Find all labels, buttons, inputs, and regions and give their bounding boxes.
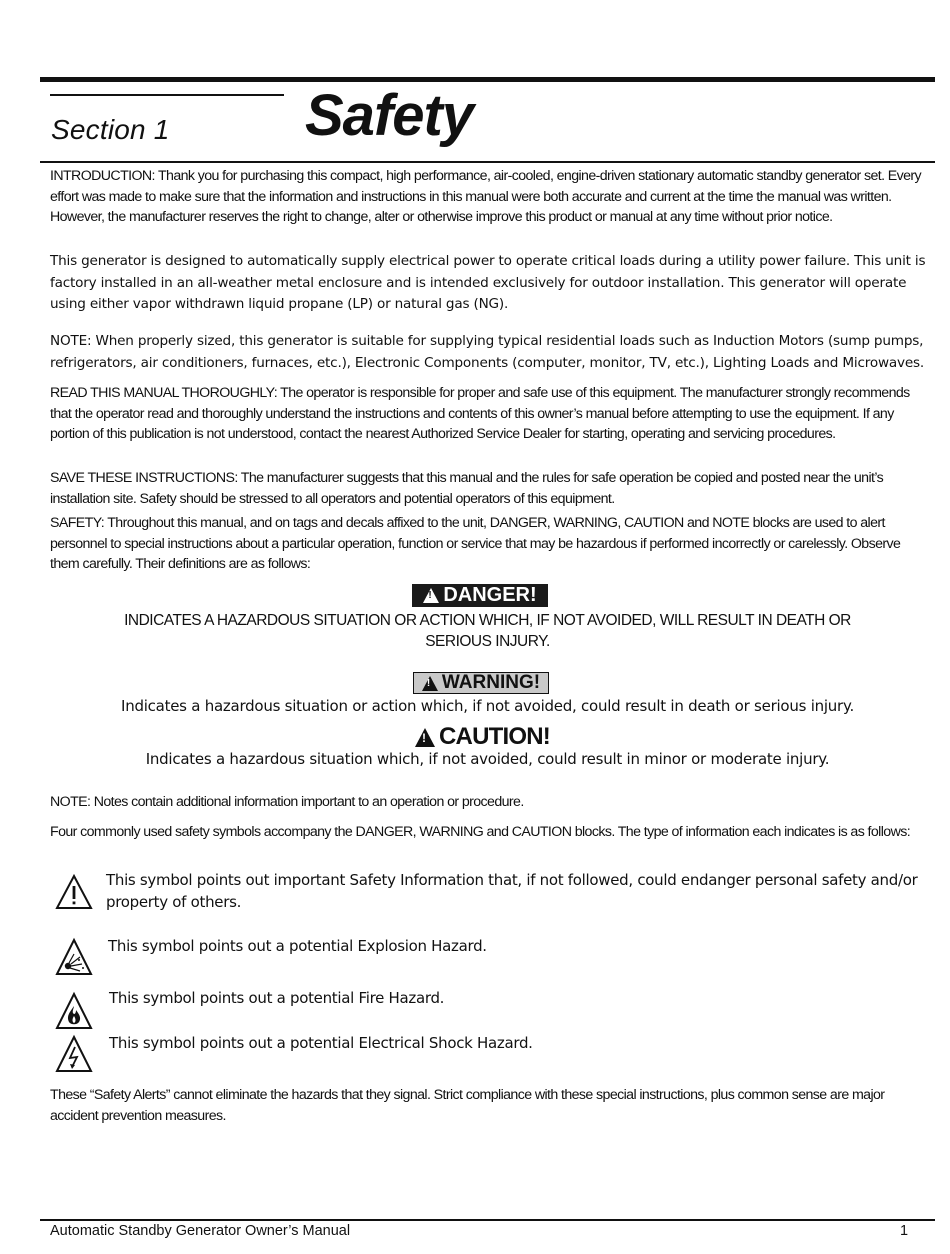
- footer-rule: [40, 1219, 935, 1221]
- warning-triangle-icon: !: [423, 588, 439, 603]
- fire-hazard-icon: [54, 991, 94, 1031]
- safety-paragraph: SAFETY: Throughout this manual, and on tags and decals affixed to the unit, DANGER, WARNING, CAUTION and NOTE blocks are used to alert personnel to special instructions about a particular operation, function or service that may be hazardous if performed incorrectly or carelessly. Observe them carefully. Their definitions are as follows:: [50, 515, 901, 573]
- page-title: Safety: [305, 83, 474, 148]
- note-definition-paragraph: NOTE: Notes contain additional information important to an operation or procedure.: [50, 794, 524, 810]
- note-loads-paragraph: NOTE: When properly sized, this generator is suitable for supplying typical residential loads such as Induction Motors (sump pumps, refrigerators, air conditioners, furnaces, etc.), Electronic Components (computer, monitor, TV, etc.), Lighting Loads and Microwaves.: [50, 333, 924, 371]
- safety-alert-icon: [54, 872, 94, 912]
- warning-badge: [413, 672, 549, 694]
- electrical-shock-icon: [54, 1034, 94, 1074]
- footer-manual-title: Automatic Standby Generator Owner’s Manual: [50, 1223, 351, 1239]
- section-rule: [50, 94, 284, 96]
- explosion-hazard-icon: [54, 937, 94, 977]
- caution-label: CAUTION!: [439, 723, 550, 750]
- four-symbols-paragraph: Four commonly used safety symbols accompany the DANGER, WARNING and CAUTION blocks. The type of information each indicates is as follows:: [50, 824, 911, 840]
- danger-label: DANGER!: [443, 584, 537, 606]
- warning-definition: Indicates a hazardous situation or action which, if not avoided, could result in death or serious injury.: [121, 697, 854, 715]
- warning-label: WARNING!: [441, 672, 541, 693]
- symbol-text: This symbol points out a potential Explosion Hazard.: [108, 937, 487, 955]
- caution-definition: Indicates a hazardous situation which, if not avoided, could result in minor or moderate injury.: [145, 750, 830, 768]
- introduction-paragraph: INTRODUCTION: Thank you for purchasing this compact, high performance, air-cooled, engine-driven stationary automatic standby generator set. Every effort was made to make sure that the information and instructions in this manual were both accurate and current at the time the manual was written. However, the manufacturer reserves the right to change, alter or otherwise improve this product or manual at any time without prior notice.: [50, 168, 922, 226]
- top-rule: [40, 77, 935, 82]
- closing-paragraph: These “Safety Alerts” cannot eliminate the hazards that they signal. Strict compliance with these special instructions, plus common sense are major accident prevention measures.: [50, 1087, 885, 1124]
- danger-definition: INDICATES A HAZARDOUS SITUATION OR ACTION WHICH, IF NOT AVOIDED, WILL RESULT IN DEATH OR SERIOUS INJURY.: [124, 612, 851, 650]
- symbol-text: This symbol points out a potential Electrical Shock Hazard.: [109, 1034, 533, 1052]
- save-instructions-paragraph: SAVE THESE INSTRUCTIONS: The manufacturer suggests that this manual and the rules for safe operation be copied and posted near the unit’s installation site. Safety should be stressed to all operators and potential operators of this equipment.: [50, 470, 884, 507]
- symbol-text: This symbol points out important Safety Information that, if not followed, could endanger personal safety and/or property of others.: [106, 871, 918, 911]
- warning-triangle-icon: !: [422, 676, 438, 691]
- warning-triangle-icon: !: [415, 728, 435, 747]
- danger-badge: [412, 584, 548, 607]
- caution-badge: [415, 722, 550, 752]
- page-number: 1: [900, 1223, 909, 1239]
- symbol-text: This symbol points out a potential Fire Hazard.: [109, 989, 445, 1007]
- read-manual-paragraph: READ THIS MANUAL THOROUGHLY: The operator is responsible for proper and safe use of this equipment. The manufacturer strongly recommends that the operator read and thoroughly understand the instructions and contents of this owner’s manual before attempting to use the equipment. If any portion of this publication is not understood, contact the nearest Authorized Service Dealer for starting, operating and servicing procedures.: [50, 385, 910, 443]
- title-rule: [40, 161, 935, 163]
- section-label: Section 1: [51, 114, 170, 145]
- design-paragraph: This generator is designed to automatically supply electrical power to operate critical loads during a utility power failure. This unit is factory installed in an all-weather metal enclosure and is intended exclusively for outdoor installation. This generator will operate using either vapor withdrawn liquid propane (LP) or natural gas (NG).: [50, 253, 926, 312]
